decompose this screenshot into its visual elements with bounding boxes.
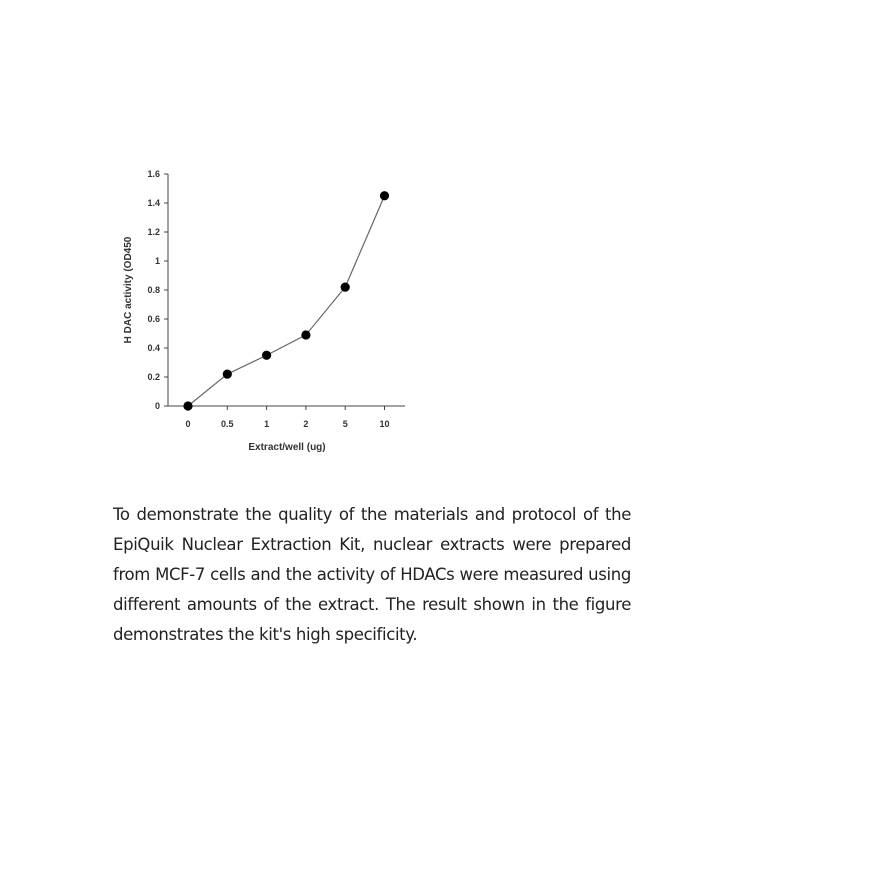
y-tick-label: 0.4 <box>147 343 160 353</box>
data-point <box>262 351 271 360</box>
y-tick-label: 1.4 <box>147 198 160 208</box>
chart-axes <box>168 174 405 406</box>
x-axis-title: Extract/well (ug) <box>248 442 326 453</box>
y-tick-label: 1.6 <box>147 169 160 179</box>
figure-caption: To demonstrate the quality of the materials and protocol of the EpiQuik Nuclear Extraction Kit, nuclear extracts were prepared from MCF-7 cells and the activity of HDACs were measured using different amounts of the extract. The result shown in the figure demonstrates the kit's high specificity. <box>113 505 631 644</box>
x-tick-label: 2 <box>303 419 309 429</box>
data-point <box>301 330 310 339</box>
data-point <box>380 191 389 200</box>
y-tick-label: 0.6 <box>147 314 160 324</box>
y-axis-ticks <box>147 169 168 411</box>
x-tick-label: 10 <box>379 419 390 429</box>
x-tick-label: 5 <box>342 419 348 429</box>
series-group <box>183 191 389 410</box>
x-axis-ticks <box>185 406 389 429</box>
data-point <box>223 370 232 379</box>
x-tick-label: 0 <box>185 419 191 429</box>
y-tick-label: 1 <box>154 256 160 266</box>
y-tick-label: 0.2 <box>147 372 160 382</box>
data-point <box>341 283 350 292</box>
x-tick-label: 1 <box>264 419 270 429</box>
y-tick-label: 0 <box>154 401 160 411</box>
x-tick-label: 0.5 <box>221 419 234 429</box>
y-tick-label: 1.2 <box>147 227 160 237</box>
series-line <box>188 196 385 406</box>
y-axis-title: H DAC activity (OD450 <box>123 236 134 344</box>
data-point <box>183 401 192 410</box>
y-tick-label: 0.8 <box>147 285 160 295</box>
